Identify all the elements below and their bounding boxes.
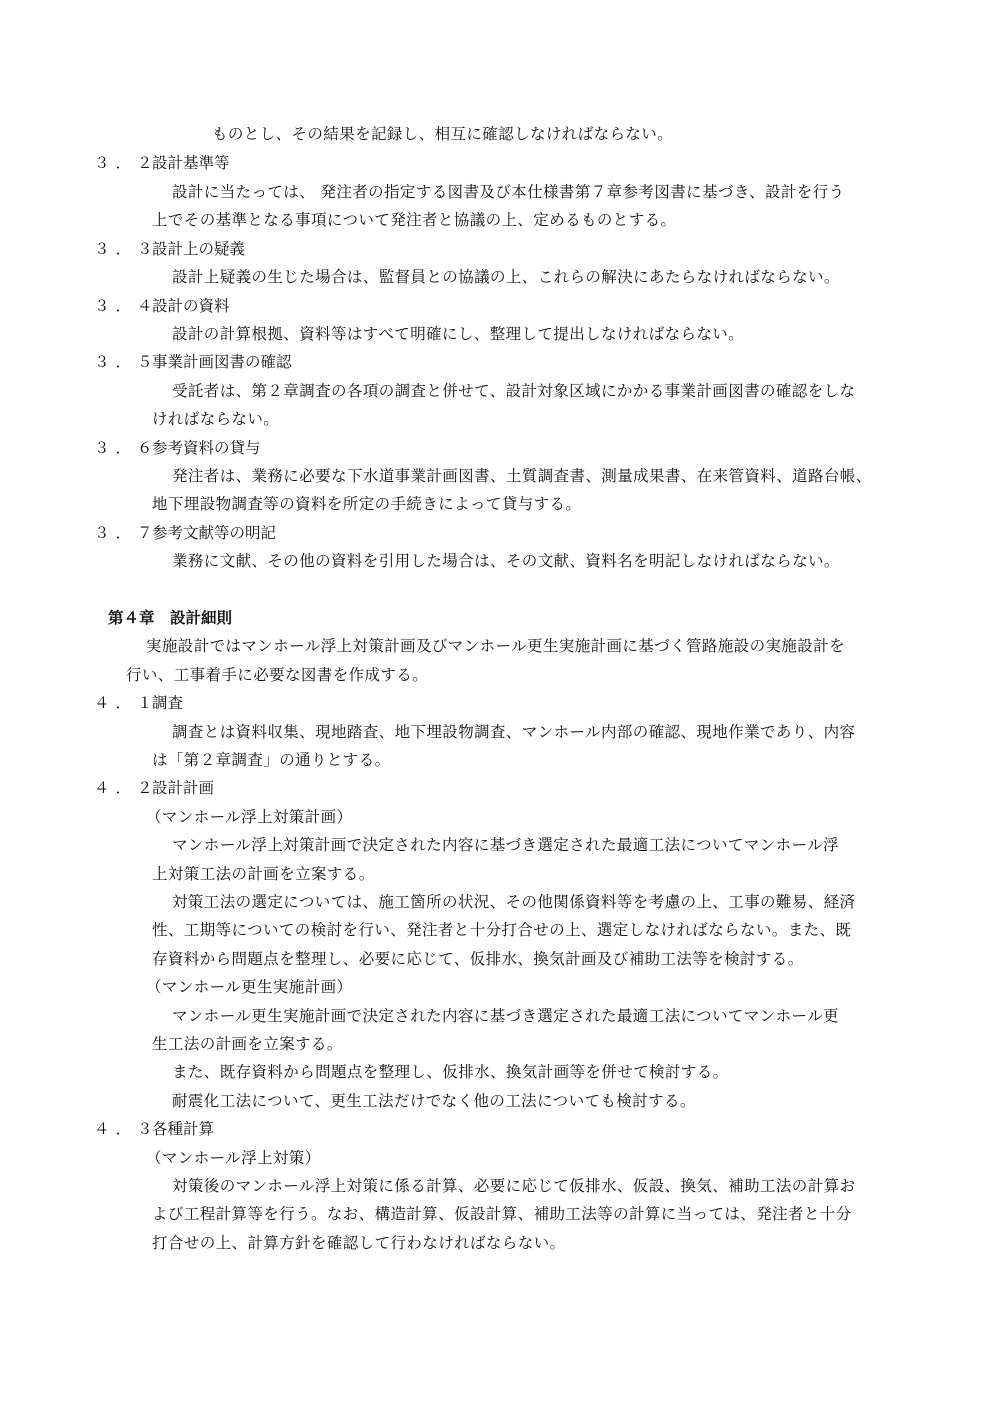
- body-line: 耐震化工法について、更生工法だけでなく他の工法についても検討する。: [172, 1092, 696, 1110]
- section-number: ４．１: [94, 694, 159, 712]
- body-line: 存資料から問題点を整理し、必要に応じて、仮排水、換気計画及び補助工法等を検討する。: [152, 950, 804, 968]
- section-heading: 調査: [152, 694, 184, 712]
- body-line: 行い、工事着手に必要な図書を作成する。: [126, 666, 429, 684]
- body-line: 生工法の計画を立案する。: [152, 1035, 343, 1053]
- section-heading: 設計の資料: [152, 297, 230, 315]
- section-number: ４．２: [94, 779, 159, 797]
- body-line: 設計に当たっては、 発注者の指定する図書及び本仕様書第７章参考図書に基づき、設計を行う: [172, 183, 845, 201]
- section-number: ４．３: [94, 1120, 159, 1138]
- section-heading: 設計計画: [152, 779, 215, 797]
- body-line: よび工程計算等を行う。なお、構造計算、仮設計算、補助工法等の計算に当っては、発注者と十分: [152, 1205, 852, 1223]
- body-line: 発注者は、業務に必要な下水道事業計画図書、土質調査書、測量成果書、在来管資料、道路台帳、: [172, 467, 872, 485]
- section-number: ３．４: [94, 297, 159, 315]
- section-heading: 設計上の疑義: [152, 240, 246, 258]
- body-line: 受託者は、第２章調査の各項の調査と併せて、設計対象区域にかかる事業計画図書の確認をしな: [172, 382, 856, 400]
- section-heading: 事業計画図書の確認: [152, 353, 292, 371]
- section-heading: 参考文献等の明記: [152, 524, 277, 542]
- body-line: 調査とは資料収集、現地踏査、地下埋設物調査、マンホール内部の確認、現地作業であり、内容: [172, 723, 856, 741]
- body-line: は「第２章調査」の通りとする。: [152, 751, 391, 769]
- section-number: ３．２: [94, 154, 159, 172]
- body-line: ものとし、その結果を記録し、相互に確認しなければならない。: [212, 125, 674, 143]
- section-heading: 参考資料の貸与: [152, 439, 261, 457]
- section-number: ３．６: [94, 439, 159, 457]
- section-number: ３．５: [94, 353, 159, 371]
- section-heading: 設計基準等: [152, 154, 230, 172]
- subheading: （マンホール更生実施計画）: [146, 978, 353, 996]
- body-line: 対策工法の選定については、施工箇所の状況、その他関係資料等を考慮の上、工事の難易、経済: [172, 893, 856, 911]
- body-line: マンホール浮上対策計画で決定された内容に基づき選定された最適工法についてマンホール浮: [172, 836, 839, 854]
- body-line: 打合せの上、計算方針を確認して行わなければならない。: [152, 1234, 566, 1252]
- body-line: 対策後のマンホール浮上対策に係る計算、必要に応じて仮排水、仮設、換気、補助工法の計算お: [172, 1177, 856, 1195]
- body-line: ければならない。: [152, 410, 280, 428]
- section-number: ３．７: [94, 524, 159, 542]
- body-line: また、既存資料から問題点を整理し、仮排水、換気計画等を併せて検討する。: [172, 1063, 729, 1081]
- body-line: 設計の計算根拠、資料等はすべて明確にし、整理して提出しなければならない。: [172, 325, 745, 343]
- section-number: ３．３: [94, 240, 159, 258]
- body-line: 性、工期等についての検討を行い、発注者と十分打合せの上、選定しなければならない。また、既: [152, 921, 852, 939]
- body-line: 上でその基準となる事項について発注者と協議の上、定めるものとする。: [152, 211, 677, 229]
- body-line: 上対策工法の計画を立案する。: [152, 865, 375, 883]
- body-line: 業務に文献、その他の資料を引用した場合は、その文献、資料名を明記しなければならない。: [172, 552, 840, 570]
- body-line: 実施設計ではマンホール浮上対策計画及びマンホール更生実施計画に基づく管路施設の実施設計を: [146, 637, 845, 655]
- section-heading: 各種計算: [152, 1120, 215, 1138]
- subheading: （マンホール浮上対策計画）: [146, 808, 353, 826]
- body-line: 設計上疑義の生じた場合は、監督員との協議の上、これらの解決にあたらなければならない。: [172, 268, 840, 286]
- body-line: 地下埋設物調査等の資料を所定の手続きによって貸与する。: [152, 495, 582, 513]
- subheading: （マンホール浮上対策）: [146, 1149, 321, 1167]
- body-line: マンホール更生実施計画で決定された内容に基づき選定された最適工法についてマンホール更: [172, 1007, 839, 1025]
- chapter-heading: 第４章 設計細則: [108, 609, 233, 627]
